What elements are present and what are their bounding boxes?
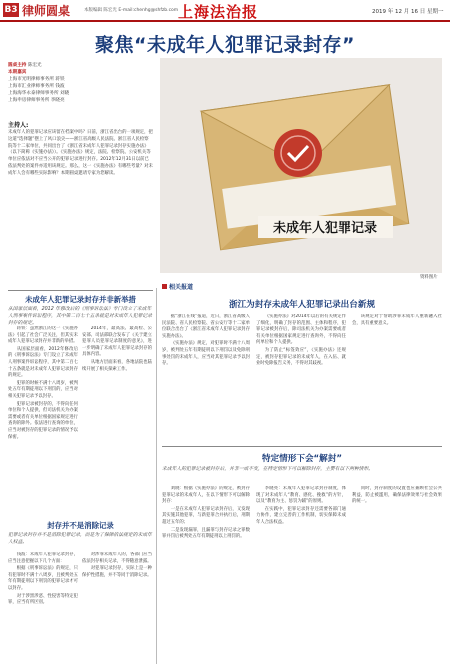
divider bbox=[8, 290, 153, 291]
credits-block bbox=[8, 62, 158, 104]
guests-label: 本期嘉宾 bbox=[8, 70, 27, 75]
article-column bbox=[8, 552, 78, 664]
paragraph: 钱波：未成年人犯罪记录封存，应当注意把握以下几个方面： bbox=[8, 552, 78, 564]
guest-item: 上海海华永泰律师事务所 刘晓 bbox=[8, 91, 70, 96]
page-headline: 聚焦“未成年人犯罪记录封存” bbox=[95, 34, 355, 56]
newspaper-logo: 上海法治报 bbox=[178, 3, 259, 21]
issue-date: 2019 年 12 月 16 日 星期一 bbox=[372, 9, 444, 15]
article-column bbox=[352, 486, 442, 664]
paragraph: 对涉罪未成年人的，各部门应当依法封存相关记录，不得随意泄露。 bbox=[82, 552, 152, 564]
paragraph: 据“浙江在线”报道，近日，浙江省高级人民法院、省人民检察院、省公安厅等十二家单位联合出台了《浙江省未成年人犯罪记录封存实施办法》。 bbox=[162, 314, 250, 339]
feature-photo bbox=[160, 58, 442, 273]
lead-label: 主持人: bbox=[8, 122, 29, 129]
paragraph: 从国家层面看，2012年修改后的《刑事诉讼法》专门设立了未成年人刑事案件诉讼程序，其中第二百七十五条就是对未成年人犯罪记录封存的规定。 bbox=[8, 346, 78, 379]
paragraph: 一是在未成年人犯罪记录封存后，又发现其实施其他犯罪，与新犯罪合并执行后，刑期超过五年的； bbox=[162, 506, 250, 525]
section-title-left: 未成年人犯罪记录封存并非新举措 bbox=[25, 295, 136, 304]
guest-item: 上海申房律师事务所 李晓亮 bbox=[8, 98, 65, 103]
envelope-label: 未成年人犯罪记录 bbox=[272, 221, 378, 236]
guest-item: 上海市汇业律师事务所 钱波 bbox=[8, 84, 65, 89]
paragraph: 对于涉黑涉恶、性侵害等特定犯罪，应当有所区别。 bbox=[8, 593, 78, 606]
section-title-bottom: 特定情形下会“解封” bbox=[261, 454, 343, 464]
article-column bbox=[82, 326, 152, 516]
moderator-label: 圆桌主持 bbox=[8, 63, 27, 68]
paragraph: 二是发现漏罪，且漏罪与封存记录之罪数罪并罚后被判处五年有期徒刑以上刑罚的。 bbox=[162, 527, 250, 540]
divider bbox=[162, 446, 442, 447]
lead-text: 未成年人的犯罪记录应该留在档案中吗？日前，浙江省出台的一项规定，把这道“选择题”摆上了风口浪尖——浙江省高级人民法院、浙江省人民检察院等十二家单位，共同出台了《浙江省未成年人犯罪记录封存实施办法》（以下简称《实施办法》）。《实施办法》规定，法院、检察院、公安机关等单位应依法对不应当公开的犯罪记录进行封存。2012年12月31日以前已依法判处的案件亦适用该规定。那么，这一《实施办法》有哪些考量？对未成年人会有哪些实际影响？本期圆桌邀请专家为您解读。 bbox=[8, 130, 153, 176]
paragraph: 为了防止“标签效应”，《实施办法》还规定，被封存犯罪记录的未成年人，在入伍、就业时免除报告义务，不得对其歧视。 bbox=[256, 347, 346, 367]
paragraph: 根据《刑事诉讼法》的规定，只有犯罪时不满十八周岁，且被判处五年有期徒刑以下刑罚的犯罪记录才可以封存。 bbox=[8, 566, 78, 591]
section-title-mid: 浙江为封存未成年人犯罪记录出台新规 bbox=[228, 300, 376, 310]
article-column bbox=[162, 486, 250, 664]
column-rule bbox=[156, 288, 157, 664]
section-title-left-2: 封存并不是消除记录 bbox=[47, 521, 114, 530]
masthead bbox=[0, 0, 450, 22]
paragraph: 同时，封存制度的设置也应兼顾社会公共利益，防止被滥用，确保法律效果与社会效果的统一。 bbox=[352, 486, 442, 505]
article-column bbox=[82, 552, 152, 664]
section-subtitle-left: 从国家层面看，2012 年修改后的《刑事诉讼法》专门设立了未成年人刑事案件诉讼程序，其中第二百七十五条就是对未成年人犯罪记录封存的规定。 bbox=[8, 307, 152, 326]
paragraph: 刘晓：根据《实施办法》的规定，被封存犯罪记录的未成年人，在以下情形下可以解除封存： bbox=[162, 486, 250, 505]
related-tag: 相关报道 bbox=[162, 282, 193, 291]
page-number: B3 bbox=[4, 5, 18, 15]
paragraph: 该规定对于帮助涉罪未成年人重新融入社会，具有重要意义。 bbox=[352, 314, 442, 326]
paragraph: 从地方层面来看，各地法院也陆续开展了相关探索工作。 bbox=[82, 359, 152, 372]
paragraph: 李晓亮：未成年人犯罪记录封存制度，体现了对未成年人“教育、感化、挽救”的方针，以及“教育为主、惩罚为辅”的原则。 bbox=[256, 486, 346, 505]
section-subtitle-bottom: 未成年人的犯罪记录被封存后，并非一成不变，在特定情形下可以解除封存，主要有以下两种情形。 bbox=[162, 467, 374, 472]
paragraph: 2014年，最高法、最高检、公安部、司法部联合发布了《关于建立犯罪人员犯罪记录制度的意见》，进一步明确了未成年人犯罪记录封存的具体内容。 bbox=[82, 326, 152, 358]
article-column bbox=[162, 314, 250, 442]
photo-credit: 资料图片 bbox=[420, 275, 438, 280]
guest-item: 上海市光明律师事务所 蒋铁 bbox=[8, 77, 65, 82]
moderator-name: 陈宏光 bbox=[27, 63, 42, 68]
envelope-illustration bbox=[160, 58, 442, 273]
paragraph: 《实施办法》规定，对犯罪时不满十八周岁，被判处五年有期徒刑以下刑罚以及免除刑事处罚的未成年人，应当对其犯罪记录予以封存。 bbox=[162, 341, 250, 367]
article-column bbox=[256, 314, 346, 442]
article-column bbox=[256, 486, 346, 664]
article-column bbox=[352, 314, 442, 442]
paragraph: 犯罪的时候不满十八周岁，被判处五年有期徒刑以下刑罚的，应当对相关犯罪记录予以封存。 bbox=[8, 380, 78, 399]
editor-line: 本版编辑 陈宏光 E-mail:chenhg@shfzb.com bbox=[84, 8, 179, 13]
column-name: 律师圆桌 bbox=[22, 4, 71, 18]
paragraph: 蒋铁：虽然浙江的这一《实施办法》引起了社会广泛关注，但其实未成年人犯罪记录封存并非新的举措。 bbox=[8, 326, 78, 345]
paragraph: 对犯罪记录封存，实际上是一种保护性措施，并不等同于消除记录。 bbox=[82, 566, 152, 578]
paragraph: 犯罪记录被封存的，不得向任何单位和个人提供，但司法机关为办案需要或者有关单位根据国家规定进行查询的除外。依法进行查询的单位，应当对被封存的犯罪记录的情况予以保密。 bbox=[8, 401, 78, 440]
article-column bbox=[8, 326, 78, 516]
section-subtitle-left-2: 犯罪记录封存并不是消除犯罪记录，而是为了保障依法规定的未成年人权益。 bbox=[8, 533, 152, 545]
paragraph: 《实施办法》对2014年以后的有关规定作了细化，明确了封存的范围、主体和程序，犯罪记录被封存后，除司法机关为办案需要或者有关单位根据国家规定进行查询外，不得向任何单位和个人提供。 bbox=[256, 314, 346, 346]
paragraph: 在实践中，犯罪记录封存还需要各部门通力协作，建立完善的工作机制，切实保障未成年人合法权益。 bbox=[256, 506, 346, 525]
